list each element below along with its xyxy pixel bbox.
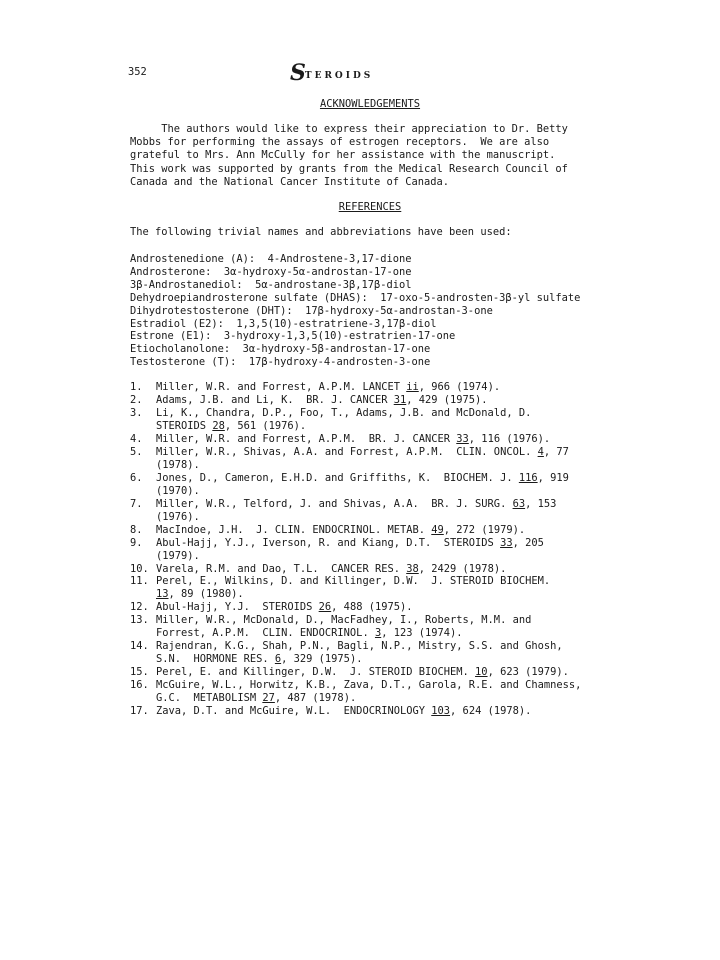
- text-line: Mobbs for performing the assays of estrogen receptors. We are also: [130, 136, 550, 149]
- reference-segment: (1970).: [156, 484, 200, 497]
- reference-segment: Abul-Hajj, Y.J., Iverson, R. and Kiang, D.T. STEROIDS: [156, 536, 501, 549]
- reference-line: [156, 524, 610, 537]
- reference-line: [156, 485, 610, 498]
- volume-number: 3: [374, 627, 382, 640]
- text-line: The authors would like to express their appreciation to Dr. Betty: [130, 123, 568, 135]
- volume-number: 26: [318, 601, 332, 614]
- reference-text: [156, 705, 610, 718]
- reference-segment: (1976).: [156, 510, 200, 523]
- volume-number: 103: [431, 705, 451, 717]
- journal-logo-rest: TEROIDS: [304, 71, 374, 81]
- abbreviation-item: Dihydrotestosterone (DHT): 17β-hydroxy-5α-androstan-3-one: [130, 304, 493, 317]
- reference-segment: , 919: [537, 471, 569, 484]
- reference-text: [156, 679, 610, 705]
- reference-segment: Adams, J.B. and Li, K. BR. J. CANCER: [156, 394, 394, 407]
- reference-item: [130, 666, 610, 679]
- reference-segment: (1978).: [156, 458, 200, 471]
- reference-line: [156, 459, 610, 472]
- reference-line: [156, 381, 610, 394]
- reference-line: [156, 537, 610, 550]
- reference-line: [156, 446, 610, 459]
- reference-segment: , 623 (1979).: [487, 666, 569, 679]
- volume-number: ii: [406, 381, 419, 394]
- reference-item: [130, 433, 610, 446]
- reference-item: [130, 601, 610, 614]
- reference-line: [156, 407, 610, 420]
- reference-list: [130, 381, 610, 718]
- reference-segment: Perel, E., Wilkins, D. and Killinger, D.W. J. STEROID BIOCHEM.: [156, 575, 551, 588]
- reference-line: [156, 679, 610, 692]
- reference-line: [156, 705, 610, 718]
- reference-line: [156, 627, 610, 640]
- reference-segment: Perel, E. and Killinger, D.W. J. STEROID BIOCHEM.: [156, 666, 476, 679]
- reference-segment: Zava, D.T. and McGuire, W.L. ENDOCRINOLOGY: [156, 705, 432, 717]
- reference-line: [156, 433, 610, 446]
- reference-text: [156, 537, 610, 563]
- reference-item: [130, 472, 610, 498]
- volume-number: 28: [212, 420, 225, 433]
- volume-number: 63: [512, 497, 526, 510]
- reference-line: [156, 601, 610, 614]
- reference-number: 1.: [130, 381, 143, 394]
- reference-number: 10.: [130, 562, 149, 575]
- volume-number: 33: [456, 432, 469, 445]
- reference-line: [156, 511, 610, 524]
- reference-line: [156, 653, 610, 666]
- reference-segment: Miller, W.R., Telford, J. and Shivas, A.A. BR. J. SURG.: [156, 497, 513, 510]
- reference-text: [156, 575, 610, 601]
- reference-segment: McGuire, W.L., Horwitz, K.B., Zava, D.T., Garola, R.E. and Chamness,: [156, 679, 582, 692]
- reference-item: [130, 524, 610, 537]
- volume-number: 6: [274, 653, 282, 666]
- reference-segment: , 153: [525, 497, 557, 510]
- references-intro: The following trivial names and abbreviations have been used:: [130, 226, 512, 239]
- reference-segment: , 488 (1975).: [331, 601, 413, 614]
- reference-segment: , 487 (1978).: [274, 692, 357, 705]
- reference-item: [130, 563, 610, 576]
- references-heading: REFERENCES: [338, 201, 402, 214]
- reference-text: [156, 394, 610, 407]
- journal-logo-initial: S: [290, 60, 305, 86]
- reference-item: [130, 679, 610, 705]
- reference-line: [156, 472, 610, 485]
- reference-segment: Li, K., Chandra, D.P., Foo, T., Adams, J.B. and McDonald, D.: [156, 407, 532, 420]
- reference-text: [156, 666, 610, 679]
- reference-text: [156, 614, 610, 640]
- reference-segment: Miller, W.R., McDonald, D., MacFadhey, I., Roberts, M.M. and: [156, 614, 532, 627]
- acknowledgements-heading: ACKNOWLEDGEMENTS: [319, 98, 421, 110]
- volume-number: 27: [262, 692, 275, 705]
- reference-segment: , 429 (1975).: [406, 394, 488, 407]
- reference-segment: G.C. METABOLISM: [156, 692, 263, 705]
- reference-segment: S.N. HORMONE RES.: [156, 653, 275, 666]
- reference-item: [130, 407, 610, 433]
- reference-text: [156, 524, 610, 537]
- abbreviation-item: Androsterone: 3α-hydroxy-5α-androstan-17-one: [130, 265, 412, 278]
- reference-line: [156, 563, 610, 576]
- text-line: This work was supported by grants from the Medical Research Council of: [130, 162, 568, 175]
- reference-number: 3.: [130, 407, 143, 420]
- reference-line: [156, 550, 610, 563]
- reference-text: [156, 472, 610, 498]
- reference-number: 6.: [130, 471, 143, 484]
- reference-number: 8.: [130, 523, 143, 536]
- reference-item: [130, 498, 610, 524]
- reference-text: [156, 601, 610, 614]
- reference-segment: Varela, R.M. and Dao, T.L. CANCER RES.: [156, 562, 407, 575]
- reference-segment: , 2429 (1978).: [418, 562, 507, 575]
- reference-segment: , 205: [512, 536, 544, 549]
- reference-text: [156, 407, 610, 433]
- reference-text: [156, 446, 610, 472]
- reference-number: 7.: [130, 497, 143, 510]
- reference-segment: MacIndoe, J.H. J. CLIN. ENDOCRINOL. METAB.: [156, 523, 432, 536]
- reference-item: [130, 614, 610, 640]
- volume-number: 31: [393, 394, 407, 407]
- reference-item: [130, 394, 610, 407]
- reference-number: 12.: [130, 601, 149, 614]
- reference-segment: , 89 (1980).: [168, 588, 244, 601]
- reference-number: 16.: [130, 679, 149, 692]
- volume-number: 49: [431, 523, 444, 536]
- reference-segment: , 966 (1974).: [418, 381, 501, 394]
- document-page: [130, 60, 610, 718]
- reference-segment: , 116 (1976).: [468, 432, 551, 445]
- reference-line: [156, 614, 610, 627]
- volume-number: 33: [500, 536, 513, 549]
- reference-line: [156, 575, 610, 588]
- reference-number: 11.: [130, 575, 149, 588]
- reference-segment: , 123 (1974).: [381, 627, 463, 640]
- reference-item: [130, 640, 610, 666]
- reference-number: 5.: [130, 445, 143, 458]
- reference-number: 15.: [130, 666, 149, 679]
- reference-line: [156, 588, 610, 601]
- volume-number: 116: [518, 471, 538, 484]
- reference-line: [156, 420, 610, 433]
- reference-line: [156, 692, 610, 705]
- volume-number: 4: [537, 445, 544, 458]
- reference-line: [156, 666, 610, 679]
- reference-item: [130, 446, 610, 472]
- reference-text: [156, 640, 610, 666]
- reference-segment: , 624 (1978).: [450, 705, 532, 717]
- reference-segment: , 329 (1975).: [281, 653, 363, 666]
- reference-number: 13.: [130, 614, 149, 627]
- reference-number: 17.: [130, 705, 149, 717]
- journal-logo: [290, 60, 373, 86]
- abbreviation-item: Etiocholanolone: 3α-hydroxy-5β-androstan-17-one: [130, 343, 431, 356]
- reference-line: [156, 394, 610, 407]
- reference-segment: Jones, D., Cameron, E.H.D. and Griffiths, K. BIOCHEM. J.: [156, 471, 519, 484]
- reference-segment: , 561 (1976).: [224, 420, 307, 433]
- reference-text: [156, 498, 610, 524]
- reference-number: 4.: [130, 432, 143, 445]
- reference-text: [156, 433, 610, 446]
- reference-segment: Abul-Hajj, Y.J. STEROIDS: [156, 601, 319, 614]
- reference-segment: Miller, W.R. and Forrest, A.P.M. LANCET: [156, 381, 407, 394]
- reference-segment: (1979).: [156, 549, 200, 562]
- text-line: Canada and the National Cancer Institute of Canada.: [130, 175, 450, 188]
- page-number: 352: [128, 66, 147, 78]
- reference-segment: , 77: [543, 445, 569, 458]
- reference-segment: , 272 (1979).: [443, 523, 526, 536]
- acknowledgements-text: [130, 123, 610, 189]
- volume-number: 10: [475, 666, 488, 679]
- abbreviation-list: [130, 253, 610, 369]
- abbreviation-item: Estradiol (E2): 1,3,5(10)-estratriene-3,17β-diol: [130, 317, 437, 330]
- reference-item: [130, 537, 610, 563]
- reference-item: [130, 381, 610, 394]
- reference-number: 2.: [130, 394, 143, 407]
- reference-segment: Miller, W.R. and Forrest, A.P.M. BR. J. CANCER: [156, 432, 457, 445]
- reference-segment: Rajendran, K.G., Shah, P.N., Bagli, N.P., Mistry, S.S. and Ghosh,: [156, 640, 563, 653]
- reference-number: 14.: [130, 640, 149, 653]
- reference-text: [156, 563, 610, 576]
- abbreviation-item: Dehydroepiandrosterone sulfate (DHAS): 17-oxo-5-androsten-3β-yl sulfate: [130, 291, 581, 304]
- reference-line: [156, 640, 610, 653]
- page-header: [130, 60, 610, 90]
- abbreviation-item: Estrone (E1): 3-hydroxy-1,3,5(10)-estratrien-17-one: [130, 330, 456, 343]
- abbreviation-item: 3β-Androstanediol: 5α-androstane-3β,17β-diol: [130, 278, 412, 291]
- reference-number: 9.: [130, 536, 143, 549]
- reference-segment: STEROIDS: [156, 420, 213, 433]
- reference-item: [130, 575, 610, 601]
- volume-number: 13: [156, 588, 169, 601]
- abbreviation-item: Androstenedione (A): 4-Androstene-3,17-dione: [130, 253, 412, 266]
- reference-text: [156, 381, 610, 394]
- abbreviation-item: Testosterone (T): 17β-hydroxy-4-androsten-3-one: [130, 356, 431, 369]
- reference-item: [130, 705, 610, 718]
- text-line: grateful to Mrs. Ann McCully for her assistance with the manuscript.: [130, 149, 556, 162]
- reference-segment: Forrest, A.P.M. CLIN. ENDOCRINOL.: [156, 627, 375, 640]
- reference-segment: Miller, W.R., Shivas, A.A. and Forrest, A.P.M. CLIN. ONCOL.: [156, 445, 538, 458]
- volume-number: 38: [406, 562, 419, 575]
- reference-line: [156, 498, 610, 511]
